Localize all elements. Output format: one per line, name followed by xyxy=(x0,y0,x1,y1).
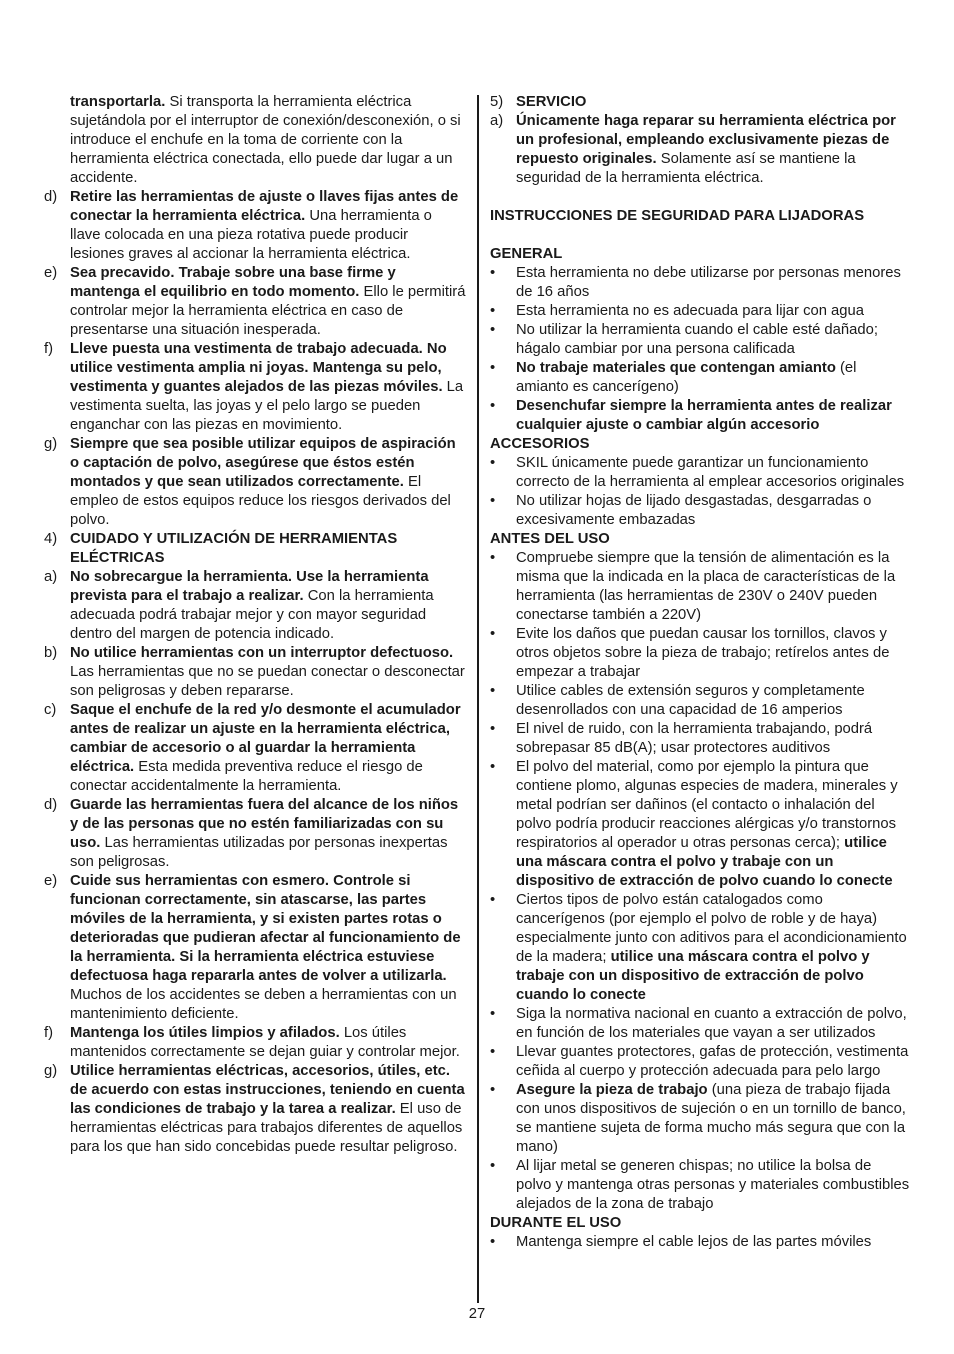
section-heading: INSTRUCCIONES DE SEGURIDAD PARA LIJADORAS xyxy=(490,208,865,224)
item-text xyxy=(516,1081,910,1157)
item-bold-text: Siempre que sea posible utilizar equipos de aspiración o captación de polvo, asegúrese que éstos estén montados y que sean utilizados correctamente. xyxy=(70,436,456,490)
item-text xyxy=(70,188,466,264)
item-text xyxy=(70,93,466,188)
item-label: • xyxy=(490,265,496,281)
item-body-text: Los útiles mantenidos correctamente se dejan guiar y controlar mejor. xyxy=(70,1025,460,1060)
item-label: g) xyxy=(44,436,58,452)
item-body-text: El empleo de estos equipos reduce los riesgos derivados del polvo. xyxy=(70,474,451,528)
item-body-text: Al lijar metal se generen chispas; no utilice la bolsa de polvo y mantenga otras personas y materiales combustibles alejados de la zona de trabajo xyxy=(516,1158,910,1212)
item-body-text: Siga la normativa nacional en cuanto a extracción de polvo, en función de los materiales que vayan a ser utilizados xyxy=(516,1006,907,1041)
item-label: d) xyxy=(44,189,58,205)
item-text xyxy=(516,758,910,891)
item-bold-text: No sobrecargue la herramienta. Use la herramienta prevista para el trabajo a realizar. xyxy=(70,569,429,604)
bullet-item xyxy=(490,1233,910,1252)
item-body-text: El nivel de ruido, con la herramienta trabajando, podrá sobrepasar 85 dB(A); usar protectores auditivos xyxy=(516,721,873,756)
item-label: • xyxy=(490,683,496,699)
bullet-item xyxy=(490,454,910,492)
item-body-text: Ello le permitirá controlar mejor la herramienta eléctrica en caso de presentarse una situación inesperada. xyxy=(70,284,466,338)
bullet-item xyxy=(490,625,910,682)
list-item xyxy=(44,188,466,264)
item-body-text: (una pieza de trabajo fijada con unos dispositivos de sujeción o en un tornillo de banco, se mantiene sujeta de forma mucho más segura que con la mano) xyxy=(516,1082,906,1155)
list-item xyxy=(44,701,466,796)
bullet-item xyxy=(490,1043,910,1081)
item-body-text: Esta medida preventiva reduce el riesgo de conectar accidentalmente la herramienta. xyxy=(70,759,423,794)
list-item xyxy=(490,112,910,188)
item-label: • xyxy=(490,360,496,376)
item-label: • xyxy=(490,1044,496,1060)
item-label: e) xyxy=(44,873,58,889)
item-bold-text: Utilice herramientas eléctricas, accesorios, útiles, etc. de acuerdo con estas instrucciones, teniendo en cuenta las condiciones de trabajo y la tarea a realizar. xyxy=(70,1063,465,1117)
item-label: • xyxy=(490,455,496,471)
item-text xyxy=(70,644,466,701)
item-bold-text: CUIDADO Y UTILIZACIÓN DE HERRAMIENTAS ELÉCTRICAS xyxy=(70,531,398,566)
bullet-item xyxy=(490,891,910,1005)
item-text xyxy=(516,549,910,625)
list-item xyxy=(44,872,466,1024)
item-label: • xyxy=(490,550,496,566)
item-bold-text: No utilice herramientas con un interruptor defectuoso. xyxy=(70,645,454,661)
item-body-text: Con la herramienta adecuada podrá trabajar mejor y con mayor seguridad dentro del margen de potencia indicado. xyxy=(70,588,434,642)
list-item xyxy=(44,530,466,568)
item-text xyxy=(70,872,466,1024)
item-bold-text: Mantenga los útiles limpios y afilados. xyxy=(70,1025,340,1041)
item-bold-text: Lleve puesta una vestimenta de trabajo adecuada. No utilice vestimenta amplia ni joyas. Mantenga su pelo, vestimenta y guantes alejados de las piezas móviles. xyxy=(70,341,447,395)
bullet-item xyxy=(490,264,910,302)
item-text xyxy=(516,720,910,758)
item-label: 5) xyxy=(490,94,504,110)
item-text xyxy=(516,682,910,720)
item-body-text: El uso de herramientas eléctricas para trabajos diferentes de aquellos para los que han sido concebidas puede resultar peligroso. xyxy=(70,1101,463,1155)
column-divider xyxy=(477,95,479,1303)
item-bold-text: SERVICIO xyxy=(516,94,587,110)
bullet-item xyxy=(490,1157,910,1214)
item-bold-text: Guarde las herramientas fuera del alcance de los niños y de las personas que no estén familiarizadas con su uso. xyxy=(70,797,459,851)
item-label: a) xyxy=(490,113,504,129)
list-item xyxy=(44,796,466,872)
item-body-text: La vestimenta suelta, las joyas y el pelo largo se pueden enganchar con las piezas en movimiento. xyxy=(70,379,464,433)
list-item xyxy=(44,1062,466,1157)
item-body-text: Esta herramienta no debe utilizarse por personas menores de 16 años xyxy=(516,265,901,300)
item-text xyxy=(516,1005,910,1043)
item-label: 4) xyxy=(44,531,58,547)
item-bold-text: transportarla. xyxy=(70,94,166,110)
item-text xyxy=(70,1024,466,1062)
item-label: e) xyxy=(44,265,58,281)
item-body-text: Solamente así se mantiene la seguridad de la herramienta eléctrica. xyxy=(516,151,856,186)
bullet-item xyxy=(490,549,910,625)
item-label: d) xyxy=(44,797,58,813)
item-text xyxy=(516,1157,910,1214)
bullet-item xyxy=(490,758,910,891)
item-text xyxy=(70,340,466,435)
item-bold-text: Retire las herramientas de ajuste o llaves fijas antes de conectar la herramienta eléctrica. xyxy=(70,189,459,224)
list-item xyxy=(44,435,466,530)
page-number: 27 xyxy=(468,1306,486,1322)
list-item xyxy=(44,340,466,435)
list-item xyxy=(44,264,466,340)
list-item xyxy=(44,568,466,644)
section-heading: DURANTE EL USO xyxy=(490,1215,622,1231)
item-label: f) xyxy=(44,341,54,357)
item-text xyxy=(70,568,466,644)
item-text xyxy=(516,359,910,397)
bullet-item xyxy=(490,1081,910,1157)
item-label: • xyxy=(490,398,496,414)
item-body-text: Compruebe siempre que la tensión de alimentación es la misma que la indicada en la placa de características de la herramienta (las herramientas de 230V o 240V pueden conectarse también a 220V) xyxy=(516,550,896,623)
item-body-text: Mantenga siempre el cable lejos de las partes móviles xyxy=(516,1234,872,1250)
item-text xyxy=(516,302,910,321)
bullet-item xyxy=(490,1005,910,1043)
item-text xyxy=(70,1062,466,1157)
item-text xyxy=(70,264,466,340)
section-heading: ACCESORIOS xyxy=(490,436,590,452)
item-label: • xyxy=(490,493,496,509)
item-body-text: Muchos de los accidentes se deben a herramientas con un mantenimiento deficiente. xyxy=(70,987,457,1022)
item-body-text: Evite los daños que puedan causar los tornillos, clavos y otros objetos sobre la pieza de trabajo; retírelos antes de empezar a trabajar xyxy=(516,626,890,680)
bullet-item xyxy=(490,302,910,321)
item-label xyxy=(44,93,70,188)
item-body-text: Una herramienta o llave colocada en una pieza rotativa puede producir lesiones graves al accionar la herramienta eléctrica. xyxy=(70,208,432,262)
spacer xyxy=(490,226,910,245)
item-bold-trailing-text: utilice una máscara contra el polvo y trabaje con un dispositivo de extracción de polvo cuando lo conecte xyxy=(516,835,893,889)
item-text xyxy=(516,454,910,492)
list-item xyxy=(490,93,910,112)
item-text xyxy=(516,492,910,530)
item-bold-text: No trabaje materiales que contengan amianto xyxy=(516,360,836,376)
item-label: • xyxy=(490,1006,496,1022)
item-label: • xyxy=(490,303,496,319)
item-body-text: (el amianto es cancerígeno) xyxy=(516,360,857,395)
item-body-text: No utilizar la herramienta cuando el cable esté dañado; hágalo cambiar por una persona calificada xyxy=(516,322,878,357)
item-body-text: El polvo del material, como por ejemplo la pintura que contiene plomo, algunas especies de madera, minerales y metal podrían ser dañinos (el contacto o inhalación del polvo podría producir reacciones alérgicas y/o transtornos respiratorios al operador u otras personas cerca); xyxy=(516,759,898,851)
bullet-item xyxy=(490,321,910,359)
bullet-item xyxy=(490,682,910,720)
item-body-text: Las herramientas que no se puedan conectar o desconectar son peligrosas y deben repararse. xyxy=(70,664,465,699)
item-bold-text: Sea precavido. Trabaje sobre una base firme y mantenga el equilibrio en todo momento. xyxy=(70,265,396,300)
item-bold-text: Saque el enchufe de la red y/o desmonte el acumulador antes de realizar un ajuste en la herramienta eléctrica, cambiar de accesorio o al guardar la herramienta eléctrica. xyxy=(70,702,461,775)
item-text xyxy=(70,435,466,530)
section-heading: GENERAL xyxy=(490,246,563,262)
item-label: • xyxy=(490,1158,496,1174)
item-text xyxy=(516,112,910,188)
right-column xyxy=(490,93,910,1252)
bullet-item xyxy=(490,720,910,758)
item-text xyxy=(516,264,910,302)
item-label: • xyxy=(490,1234,496,1250)
item-label: • xyxy=(490,1082,496,1098)
item-label: • xyxy=(490,626,496,642)
item-bold-text: Únicamente haga reparar su herramienta eléctrica por un profesional, empleando exclusivamente piezas de repuesto originales. xyxy=(516,113,896,167)
bullet-item xyxy=(490,397,910,435)
item-text xyxy=(516,625,910,682)
item-text xyxy=(516,1043,910,1081)
item-label: • xyxy=(490,759,496,775)
left-column xyxy=(44,93,466,1157)
section-heading: ANTES DEL USO xyxy=(490,531,610,547)
bullet-item xyxy=(490,359,910,397)
item-label: • xyxy=(490,892,496,908)
spacer xyxy=(490,188,910,207)
item-text xyxy=(516,397,910,435)
item-body-text: Llevar guantes protectores, gafas de protección, vestimenta ceñida al cuerpo y protección adecuada para pelo largo xyxy=(516,1044,909,1079)
bullet-item xyxy=(490,492,910,530)
item-body-text: Si transporta la herramienta eléctrica sujetándola por el interruptor de conexión/desconexión, o si introduce el enchufe en la toma de corriente con la herramienta eléctrica conectada, ello puede dar lugar a un accidente. xyxy=(70,94,461,186)
item-bold-text: Cuide sus herramientas con esmero. Controle si funcionan correctamente, sin atascarse, las partes móviles de la herramienta, y si existen partes rotas o deterioradas que pudieran afectar al funcionamiento de la herramienta. Si la herramienta eléctrica estuviese defectuosa haga repararla antes de volver a utilizarla. xyxy=(70,873,461,984)
item-body-text: Las herramientas utilizadas por personas inexpertas son peligrosas. xyxy=(70,835,448,870)
item-label: f) xyxy=(44,1025,54,1041)
item-text xyxy=(70,796,466,872)
item-text xyxy=(70,701,466,796)
item-text xyxy=(516,891,910,1005)
item-label: c) xyxy=(44,702,57,718)
item-body-text: No utilizar hojas de lijado desgastadas, desgarradas o excesivamente embazadas xyxy=(516,493,872,528)
item-label: • xyxy=(490,322,496,338)
list-item xyxy=(44,93,466,188)
item-text xyxy=(516,321,910,359)
list-item xyxy=(44,1024,466,1062)
item-text xyxy=(516,93,910,112)
list-item xyxy=(44,644,466,701)
item-bold-text: Desenchufar siempre la herramienta antes de realizar cualquier ajuste o cambiar algún accesorio xyxy=(516,398,892,433)
item-body-text: Utilice cables de extensión seguros y completamente desenrollados con una capacidad de 16 amperios xyxy=(516,683,865,718)
item-label: • xyxy=(490,721,496,737)
item-label: a) xyxy=(44,569,58,585)
item-label: b) xyxy=(44,645,58,661)
item-text xyxy=(70,530,466,568)
item-text xyxy=(516,1233,910,1252)
item-label: g) xyxy=(44,1063,58,1079)
item-bold-trailing-text: utilice una máscara contra el polvo y trabaje con un dispositivo de extracción de polvo cuando lo conecte xyxy=(516,949,870,1003)
item-body-text: Esta herramienta no es adecuada para lijar con agua xyxy=(516,303,864,319)
item-bold-text: Asegure la pieza de trabajo xyxy=(516,1082,708,1098)
item-body-text: SKIL únicamente puede garantizar un funcionamiento correcto de la herramienta al emplear accesorios originales xyxy=(516,455,905,490)
item-body-text: Ciertos tipos de polvo están catalogados como cancerígenos (por ejemplo el polvo de roble y de haya) especialmente junto con aditivos para el acondicionamiento de la madera; xyxy=(516,892,907,965)
